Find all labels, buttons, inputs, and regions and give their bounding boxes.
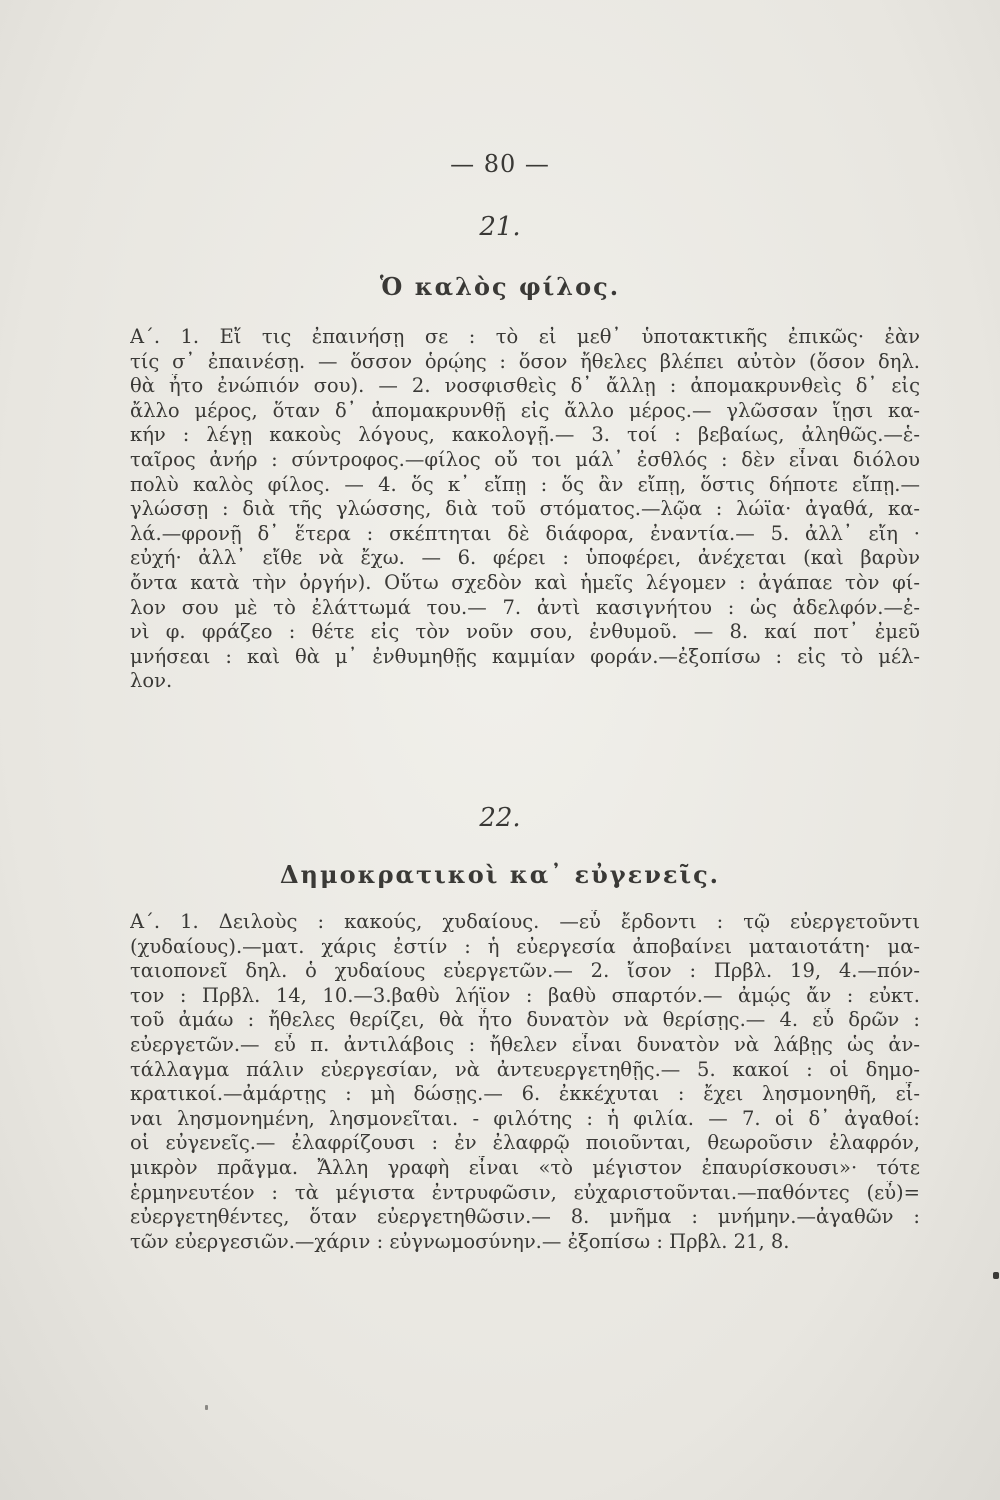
text-line: (χυδαίους).—ματ. χάρις ἐστίν : ἡ εὐεργεσία ἀποβαίνει ματαιοτάτη· μα- [130,934,920,958]
text-line: εὐεργετῶν.— εὖ π. ἀντιλάβοις : ἤθελεν εἶναι δυνατὸν νὰ λάβῃς ὡς ἀν- [130,1032,920,1056]
text-line: τῶν εὐεργεσιῶν.—χάριν : εὐγνωμοσύνην.— ἐξοπίσω : Πρβλ. 21, 8. [130,1229,790,1253]
text-line: ὄντα κατὰ τὴν ὀργήν). Οὕτω σχεδὸν καὶ ἡμεῖς λέγομεν : ἀγάπαε τὸν φί- [130,570,920,594]
text-line: νὶ φ. φράζεο : θέτε εἰς τὸν νοῦν σου, ἐνθυμοῦ. — 8. καί ποτ᾽ ἐμεῦ [130,620,920,644]
text-line: οἱ εὐγενεῖς.— ἐλαφρίζουσι : ἐν ἐλαφρῷ ποιοῦνται, θεωροῦσιν ἐλαφρόν, [130,1131,920,1155]
text-line: ἄλλο μέρος, ὅταν δ᾽ ἀπομακρυνθῇ εἰς ἄλλο μέρος.— γλῶσσαν ἵῃσι κα- [130,398,920,422]
text-line: τοῦ ἀμάω : ἤθελες θερίζει, θὰ ἦτο δυνατὸν νὰ θερίσῃς.— 4. εὖ δρῶν : [130,1008,920,1032]
text-line: λά.—φρονῇ δ᾽ ἕτερα : σκέπτηται δὲ διάφορα, ἐναντία.— 5. ἀλλ᾽ εἴη · [130,521,920,545]
text-line: κήν : λέγῃ κακοὺς λόγους, κακολογῇ.— 3. τοί : βεβαίως, ἀληθῶς.—ἑ- [130,423,920,447]
text-line: ταιοπονεῖ δηλ. ὁ χυδαίους εὐεργετῶν.— 2. ἴσον : Πρβλ. 19, 4.—πόν- [130,959,920,983]
text-line: Α΄. 1. Δειλοὺς : κακούς, χυδαίους. —εὖ ἔρδοντι : τῷ εὐεργετοῦντι [130,910,920,933]
text-line: κρατικοί.—ἀμάρτῃς : μὴ δώσῃς.— 6. ἐκκέχυται : ἔχει λησμονηθῆ, εἶ- [130,1082,920,1106]
section-body [130,910,920,1254]
section-body [130,325,920,694]
text-line: πολὺ καλὸς φίλος. — 4. ὅς κ᾽ εἴπῃ : ὅς ἂν εἴπῃ, ὅστις δήποτε εἴπῃ.— [130,472,920,496]
text-line: μικρὸν πρᾶγμα. Ἄλλη γραφὴ εἶναι «τὸ μέγιστον ἐπαυρίσκουσι»· τότε [130,1155,920,1179]
text-line: ἑρμηνευτέον : τὰ μέγιστα ἐντρυφῶσιν, εὐχαριστοῦνται.—παθόντες (εὖ)= [130,1180,920,1204]
text-line: ναι λησμονημένη, λησμονεῖται. - φιλότης : ἡ φιλία. — 7. οἱ δ᾽ ἀγαθοί: [130,1106,920,1130]
text-line: εὐεργετηθέντες, ὅταν εὐεργετηθῶσιν.— 8. μνῆμα : μνήμην.—ἀγαθῶν : [130,1205,920,1229]
section-title: Ὁ καλὸς φίλος. [379,272,621,301]
text-line: μνήσεαι : καὶ θὰ μ᾽ ἐνθυμηθῇς καμμίαν φοράν.—ἐξοπίσω : εἰς τὸ μέλ- [130,644,920,668]
paper-speck [205,1405,208,1410]
text-line: Α΄. 1. Εἴ τις ἐπαινήσῃ σε : τὸ εἰ μεθ᾽ ὑποτακτικῆς ἐπικῶς· ἐὰν [130,325,920,348]
text-line: τάλλαγμα πάλιν εὐεργεσίαν, νὰ ἀντευεργετηθῇς.— 5. κακοί : οἱ δημο- [130,1057,920,1081]
text-line: θὰ ἦτο ἐνώπιόν σου). — 2. νοσφισθεὶς δ᾽ ἄλλῃ : ἀπομακρυνθεὶς δ᾽ εἰς [130,374,920,398]
text-line: τίς σ᾽ ἐπαινέσῃ. — ὅσσον ὁρῴης : ὅσον ἤθελες βλέπει αὐτὸν (ὅσον δηλ. [130,349,920,373]
text-line: λον σου μὲ τὸ ἐλάττωμά του.— 7. ἀντὶ κασιγνήτου : ὡς ἀδελφόν.—ἐ- [130,595,920,619]
ink-blot [993,1272,999,1279]
text-line: εὐχή· ἀλλ᾽ εἴθε νὰ ἔχω. — 6. φέρει : ὑποφέρει, ἀνέχεται (καὶ βαρὺν [130,546,920,570]
section-title: Δημοκρατικοὶ κα᾽ εὐγενεῖς. [279,860,721,889]
text-line: λον. [130,669,173,693]
section-number: 21. [479,212,521,242]
text-line: γλώσσῃ : διὰ τῆς γλώσσης, διὰ τοῦ στόματος.—λῷα : λώϊα· ἀγαθά, κα- [130,497,920,521]
text-line: τον : Πρβλ. 14, 10.—3.βαθὺ λήϊον : βαθὺ σπαρτόν.— ἀμῴς ἄν : εὐκτ. [130,983,920,1007]
text-line: ταῖρος ἀνήρ : σύντροφος.—φίλος οὔ τοι μάλ᾽ ἐσθλός : δὲν εἶναι διόλου [130,447,920,471]
section-number: 22. [479,803,521,833]
page-number: — 80 — [450,150,550,178]
